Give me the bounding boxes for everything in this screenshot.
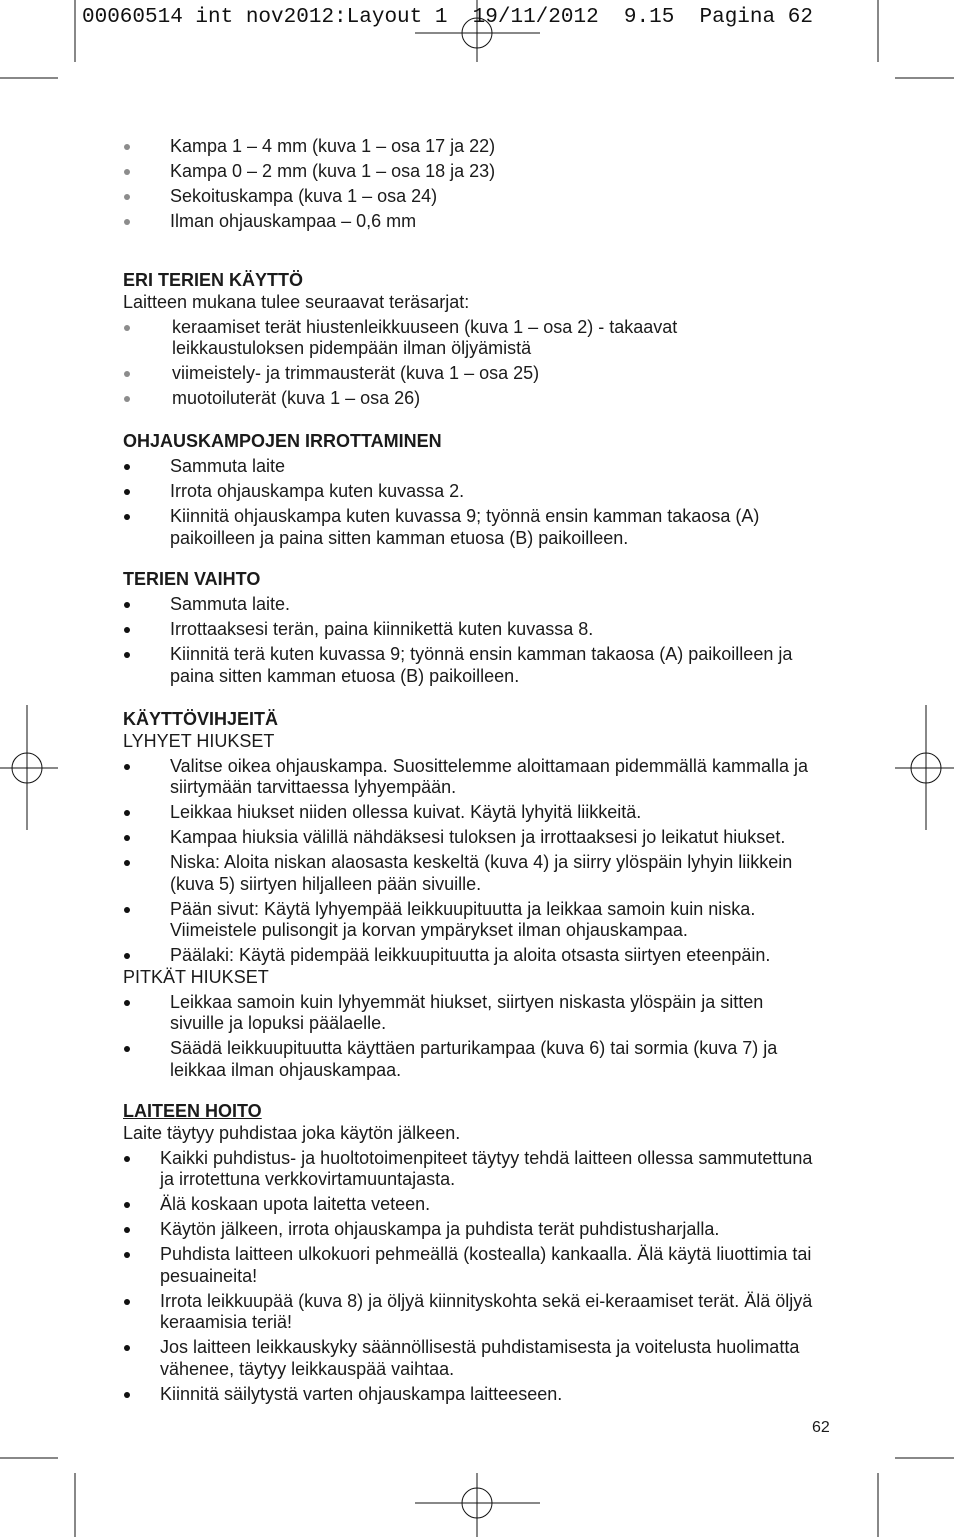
list-item-text: Jos laitteen leikkauskyky säännöllisestä puhdistamisesta ja voitelusta huolimatta bbox=[160, 1337, 800, 1357]
crop-mark-top-right bbox=[878, 0, 954, 78]
bullet-icon bbox=[124, 907, 130, 913]
list-item-text: pesuaineita! bbox=[160, 1265, 258, 1286]
list-item bbox=[0, 992, 954, 1035]
list-item-text: leikkaa ilman ohjauskampaa. bbox=[170, 1059, 402, 1080]
bullet-icon bbox=[124, 396, 130, 402]
bullet-icon bbox=[124, 371, 130, 377]
list-item-text: Sammuta laite. bbox=[170, 594, 291, 614]
list-item bbox=[0, 1244, 954, 1287]
list-item bbox=[0, 506, 954, 549]
list-item-text: Niska: Aloita niskan alaosasta keskeltä (kuva 4) ja siirry ylöspäin lyhyin liikkein bbox=[170, 852, 793, 872]
list-item-text: Käytön jälkeen, irrota ohjauskampa ja puhdista terät puhdistusharjalla. bbox=[160, 1219, 720, 1239]
section-change-blades bbox=[0, 569, 954, 687]
list-item bbox=[0, 456, 954, 478]
list-item-text: Päälaki: Käytä pidempää leikkuupituutta ja aloita otsasta siirtyen eteenpäin. bbox=[170, 945, 771, 965]
list-item-text: ja irrotettuna verkkovirtamuuntajasta. bbox=[160, 1169, 456, 1189]
bullet-icon bbox=[124, 1345, 130, 1351]
list-item-text: Sammuta laite bbox=[170, 456, 286, 476]
list-item bbox=[0, 1038, 954, 1081]
bullet-icon bbox=[124, 835, 130, 841]
crop-mark-bottom-right bbox=[878, 1458, 954, 1537]
list-item-text: Leikkaa samoin kuin lyhyemmät hiukset, siirtyen niskasta ylöspäin ja sitten bbox=[170, 991, 764, 1012]
list-item bbox=[0, 644, 954, 687]
section-heading: KÄYTTÖVIHJEITÄ bbox=[123, 709, 279, 729]
list-item-text: viimeistely- ja trimmausterät (kuva 1 – osa 25) bbox=[172, 363, 540, 383]
bullet-icon bbox=[124, 144, 130, 150]
bullet-icon bbox=[124, 194, 130, 200]
section-remove-combs bbox=[0, 431, 954, 549]
subheading-short-hair: LYHYET HIUKSET bbox=[123, 730, 275, 751]
bullet-icon bbox=[124, 1299, 130, 1305]
bullet-icon bbox=[124, 1046, 130, 1052]
list-item bbox=[0, 161, 954, 183]
print-slug: 00060514 int nov2012:Layout 1 19/11/2012 9.15 Pagina 62 bbox=[82, 6, 813, 29]
list-item bbox=[0, 827, 954, 849]
list-item bbox=[0, 363, 954, 385]
list-item bbox=[0, 1291, 954, 1334]
list-item-text: keraamisia teriä! bbox=[160, 1312, 293, 1332]
list-item-text: Ilman ohjauskampaa – 0,6 mm bbox=[170, 210, 417, 231]
list-item-text: Irrota ohjauskampa kuten kuvassa 2. bbox=[170, 481, 465, 501]
list-item bbox=[0, 186, 954, 208]
bullet-icon bbox=[124, 1252, 130, 1258]
list-item bbox=[0, 899, 954, 942]
list-item-text: (kuva 5) siirtyen hiljalleen pään sivuille. bbox=[170, 873, 482, 894]
list-item bbox=[0, 211, 954, 233]
bullet-icon bbox=[124, 219, 130, 225]
bullet-icon bbox=[124, 1202, 130, 1208]
list-item bbox=[0, 1194, 954, 1216]
list-item-text: Kiinnitä terä kuten kuvassa 9; työnnä ensin kamman takaosa (A) paikoilleen ja bbox=[170, 644, 793, 664]
page-number: 62 bbox=[812, 1419, 830, 1436]
bullet-icon bbox=[124, 464, 130, 470]
list-item-text: Kaikki puhdistus- ja huoltotoimenpiteet täytyy tehdä laitteen ollessa sammutettuna bbox=[160, 1147, 813, 1168]
section-intro: Laite täytyy puhdistaa joka käytön jälkeen. bbox=[123, 1122, 461, 1143]
list-item-text: Säädä leikkuupituutta käyttäen parturikampaa (kuva 6) tai sormia (kuva 7) ja bbox=[170, 1038, 778, 1058]
section-care bbox=[0, 1101, 954, 1405]
list-item bbox=[0, 852, 954, 895]
list-item-text: Kampa 1 – 4 mm (kuva 1 – osa 17 ja 22) bbox=[170, 135, 496, 156]
bullet-icon bbox=[124, 652, 130, 658]
list-item bbox=[0, 1148, 954, 1191]
list-item bbox=[0, 945, 954, 967]
list-item-text: Irrottaaksesi terän, paina kiinnikettä kuten kuvassa 8. bbox=[170, 619, 594, 639]
registration-mark-bottom-icon bbox=[415, 1473, 540, 1537]
list-item-text: Viimeistele pulisongit ja korvan ympärykset ilman ohjauskampaa. bbox=[170, 920, 688, 940]
list-item bbox=[0, 481, 954, 503]
crop-mark-bottom-left bbox=[0, 1458, 75, 1537]
list-item bbox=[0, 619, 954, 641]
section-heading: LAITEEN HOITO bbox=[123, 1101, 262, 1121]
list-item-text: siirtymään tarvittaessa lyhyempään. bbox=[170, 777, 457, 797]
bullet-icon bbox=[124, 169, 130, 175]
crop-mark-top-left bbox=[0, 0, 75, 78]
list-item-text: vähenee, täytyy leikkauspää vaihtaa. bbox=[160, 1358, 455, 1379]
list-item-text: keraamiset terät hiustenleikkuuseen (kuva 1 – osa 2) - takaavat bbox=[172, 316, 678, 337]
list-item bbox=[0, 317, 954, 360]
subheading-long-hair: PITKÄT HIUKSET bbox=[123, 966, 269, 987]
section-tips bbox=[0, 709, 954, 1081]
bullet-icon bbox=[124, 602, 130, 608]
list-item-text: Leikkaa hiukset niiden ollessa kuivat. Käytä lyhyitä liikkeitä. bbox=[170, 802, 642, 822]
bullet-icon bbox=[124, 1227, 130, 1233]
bullet-icon bbox=[124, 627, 130, 633]
comb-list bbox=[0, 132, 954, 232]
list-item-text: Irrota leikkuupää (kuva 8) ja öljyä kiinnityskohta sekä ei-keraamiset terät. Älä öljyä bbox=[160, 1290, 813, 1311]
bullet-icon bbox=[124, 1000, 130, 1006]
list-item bbox=[0, 1384, 954, 1406]
list-item-text: paina sitten kamman etuosa (B) paikoilleen. bbox=[170, 665, 520, 686]
list-item bbox=[0, 388, 954, 410]
section-heading: OHJAUSKAMPOJEN IRROTTAMINEN bbox=[123, 431, 442, 451]
bullet-icon bbox=[124, 860, 130, 866]
list-item bbox=[0, 594, 954, 616]
list-item-text: muotoiluterät (kuva 1 – osa 26) bbox=[172, 388, 421, 408]
list-item bbox=[0, 756, 954, 799]
list-item-text: paikoilleen ja paina sitten kamman etuosa (B) paikoilleen. bbox=[170, 527, 629, 548]
list-item-text: Kampa 0 – 2 mm (kuva 1 – osa 18 ja 23) bbox=[170, 160, 496, 181]
list-item-text: Kampaa hiuksia välillä nähdäksesi tuloksen ja irrottaaksesi jo leikatut hiukset. bbox=[170, 827, 786, 847]
list-item bbox=[0, 1219, 954, 1241]
section-blades bbox=[0, 270, 954, 410]
list-item-text: Älä koskaan upota laitetta veteen. bbox=[160, 1194, 431, 1214]
bullet-icon bbox=[124, 810, 130, 816]
bullet-icon bbox=[124, 764, 130, 770]
list-item bbox=[0, 1337, 954, 1380]
bullet-icon bbox=[124, 325, 130, 331]
section-heading: ERI TERIEN KÄYTTÖ bbox=[123, 270, 304, 290]
section-heading: TERIEN VAIHTO bbox=[123, 569, 261, 589]
list-item bbox=[0, 802, 954, 824]
list-item-text: sivuille ja lopuksi päälaelle. bbox=[170, 1013, 387, 1033]
section-intro: Laitteen mukana tulee seuraavat teräsarjat: bbox=[123, 291, 470, 312]
list-item-text: leikkaustuloksen pidempään ilman öljyämistä bbox=[172, 338, 532, 358]
bullet-icon bbox=[124, 489, 130, 495]
list-item-text: Puhdista laitteen ulkokuori pehmeällä (kostealla) kankaalla. Älä käytä liuottimia tai bbox=[160, 1244, 812, 1264]
bullet-icon bbox=[124, 1156, 130, 1162]
list-item-text: Kiinnitä ohjauskampa kuten kuvassa 9; työnnä ensin kamman takaosa (A) bbox=[170, 506, 760, 526]
list-item-text: Valitse oikea ohjauskampa. Suosittelemme aloittamaan pidemmällä kammalla ja bbox=[170, 755, 808, 776]
list-item-text: Kiinnitä säilytystä varten ohjauskampa laitteeseen. bbox=[160, 1383, 563, 1404]
list-item-text: Pään sivut: Käytä lyhyempää leikkuupituutta ja leikkaa samoin kuin niska. bbox=[170, 898, 756, 919]
list-item bbox=[0, 136, 954, 158]
list-item-text: Sekoituskampa (kuva 1 – osa 24) bbox=[170, 185, 438, 206]
bullet-icon bbox=[124, 953, 130, 959]
bullet-icon bbox=[124, 1392, 130, 1398]
bullet-icon bbox=[124, 514, 130, 520]
